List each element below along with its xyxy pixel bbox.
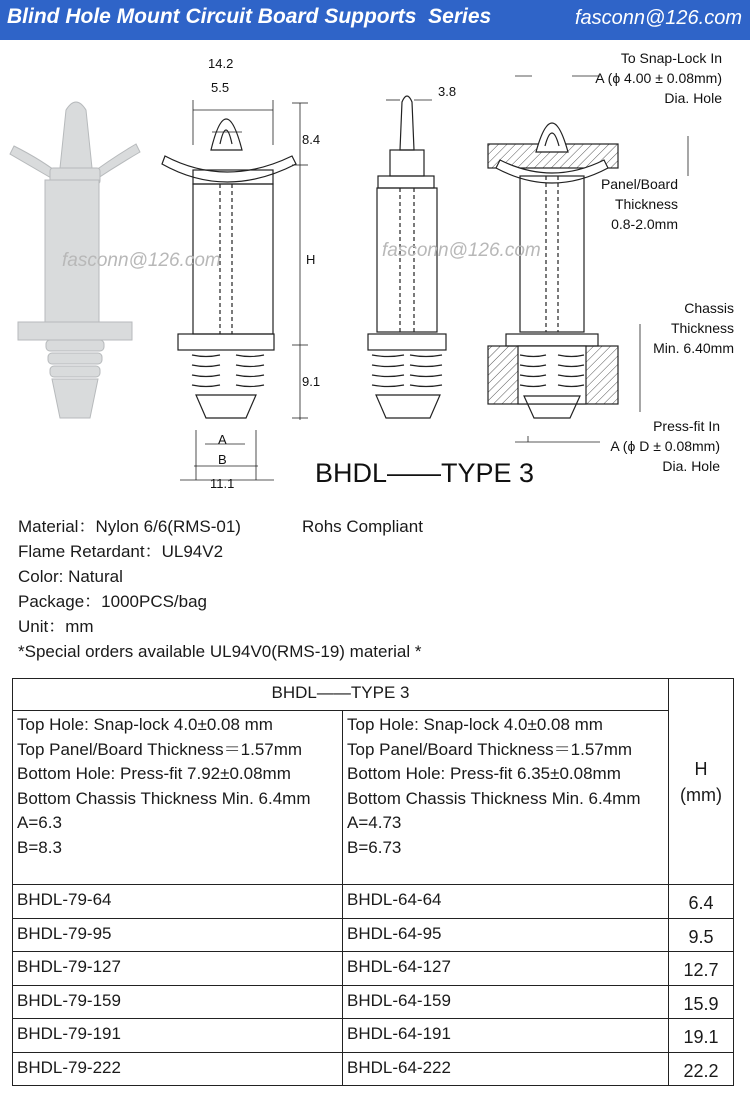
dim-b: B — [218, 452, 227, 467]
material-spec: Material：Nylon 6/6(RMS-01) — [18, 517, 241, 536]
dim-14-2: 14.2 — [208, 56, 234, 71]
h-value: 6.4 — [669, 885, 734, 919]
header-bar — [0, 0, 750, 40]
dim-h: H — [306, 252, 316, 267]
color-spec: Color: Natural — [18, 567, 123, 586]
type-label: BHDL——TYPE 3 — [315, 458, 535, 488]
table-row — [13, 985, 734, 1019]
part-number-79: BHDL-79-95 — [13, 918, 343, 952]
page-title: Blind Hole Mount Circuit Board Supports Series — [7, 5, 492, 28]
spec-cell-79: Top Hole: Snap-lock 4.0±0.08 mm Top Panel/Board Thickness＝1.57mm Bottom Hole: Press-fit 7.92±0.08mm Bottom Chassis Thickness Min. 6.4mm A=6.3 B=8.3 — [13, 711, 343, 885]
part-number-64: BHDL-64-222 — [343, 1052, 669, 1086]
part-number-79: BHDL-79-191 — [13, 1019, 343, 1053]
watermark-right: fasconn@126.com — [382, 240, 541, 261]
parts-table — [12, 678, 734, 1086]
h-value: 9.5 — [669, 918, 734, 952]
unit-spec: Unit：mm — [18, 617, 94, 636]
spec-cell-64: Top Hole: Snap-lock 4.0±0.08 mm Top Panel/Board Thickness＝1.57mm Bottom Hole: Press-fit 6.35±0.08mm Bottom Chassis Thickness Min. 6.4mm A=4.73 B=6.73 — [343, 711, 669, 885]
part-number-64: BHDL-64-127 — [343, 952, 669, 986]
part-number-79: BHDL-79-159 — [13, 985, 343, 1019]
table-row — [13, 918, 734, 952]
dim-9-1: 9.1 — [302, 374, 321, 389]
table-row — [13, 885, 734, 919]
h-value: 19.1 — [669, 1019, 734, 1053]
dim-a: A — [218, 432, 227, 447]
technical-drawing — [0, 40, 750, 500]
rohs-spec: Rohs Compliant — [302, 517, 423, 536]
package-spec: Package：1000PCS/bag — [18, 592, 208, 611]
table-row — [13, 952, 734, 986]
part-number-64: BHDL-64-191 — [343, 1019, 669, 1053]
flame-spec: Flame Retardant：UL94V2 — [18, 542, 224, 561]
part-number-79: BHDL-79-64 — [13, 885, 343, 919]
watermark-left: fasconn@126.com — [62, 250, 221, 271]
part-number-64: BHDL-64-64 — [343, 885, 669, 919]
table-row — [13, 1052, 734, 1086]
h-value: 15.9 — [669, 985, 734, 1019]
table-title: BHDL——TYPE 3 — [13, 679, 669, 711]
special-order-note: *Special orders available UL94V0(RMS-19) material * — [18, 642, 422, 661]
h-value: 22.2 — [669, 1052, 734, 1086]
table-row — [13, 1019, 734, 1053]
part-number-79: BHDL-79-127 — [13, 952, 343, 986]
part-number-64: BHDL-64-95 — [343, 918, 669, 952]
dim-5-5: 5.5 — [211, 80, 230, 95]
header-email: fasconn@126.com — [574, 7, 742, 29]
part-number-64: BHDL-64-159 — [343, 985, 669, 1019]
dim-3-8: 3.8 — [438, 84, 457, 99]
snap-lock-note: To Snap-Lock In A (ϕ 4.00 ± 0.08mm) Dia. Hole — [595, 50, 722, 106]
part-number-79: BHDL-79-222 — [13, 1052, 343, 1086]
dim-8-4: 8.4 — [302, 132, 321, 147]
dim-11-1: 11.1 — [210, 476, 235, 491]
front-view — [162, 100, 308, 480]
h-value: 12.7 — [669, 952, 734, 986]
press-fit-note: Press-fit In A (ϕ D ± 0.08mm) Dia. Hole — [610, 418, 720, 474]
panel-thickness-note: Panel/Board Thickness 0.8-2.0mm — [600, 176, 678, 232]
spec-list — [18, 514, 421, 664]
h-column-header: H (mm) — [669, 679, 734, 885]
chassis-thickness-note: Chassis Thickness Min. 6.40mm — [653, 300, 734, 356]
